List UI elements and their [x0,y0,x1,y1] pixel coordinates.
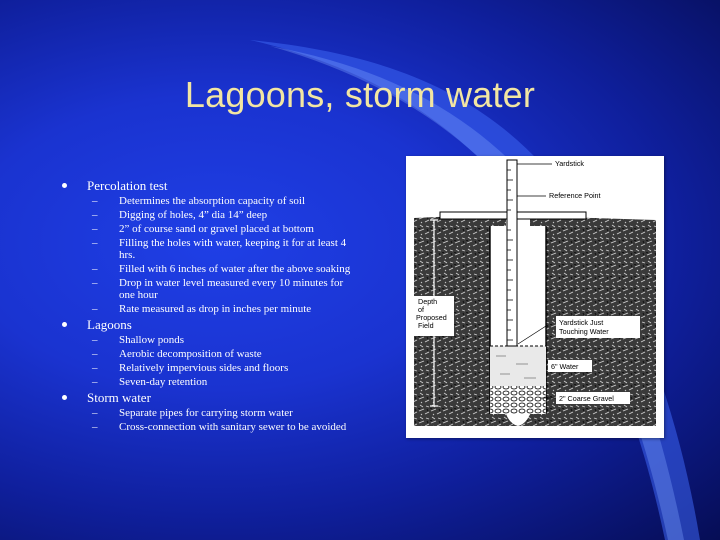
bullet-dot-icon [62,395,67,400]
list-item-text: 2” of course sand or gravel placed at bottom [119,223,314,235]
dash-icon: – [92,277,98,289]
list-item [92,421,360,433]
list-item [92,334,360,346]
label-yardstick: Yardstick [555,159,585,168]
list-item-text: Shallow ponds [119,334,185,346]
list-item-text: Drop in water level measured every 10 minutes for one hour [119,277,344,301]
dash-icon: – [92,362,98,374]
slide-title: Lagoons, storm water [184,74,536,115]
list-item-text: Cross-connection with sanitary sewer to be avoided [119,421,347,433]
list-item-text: Filled with 6 inches of water after the above soaking [119,263,351,275]
dash-icon: – [92,407,98,419]
list-item [92,407,360,419]
bullet-label: Lagoons [87,317,132,332]
list-item [92,223,360,235]
list-item [92,277,360,301]
list-item-text: Separate pipes for carrying storm water [119,407,293,419]
label-touching-2: Touching Water [559,327,609,336]
list-item [92,303,360,315]
dash-icon: – [92,237,98,249]
list-item [92,348,360,360]
list-item [92,362,360,374]
list-item-text: Determines the absorption capacity of soil [119,195,306,207]
label-touching-1: Yardstick Just [559,318,604,327]
dash-icon: – [92,303,98,315]
label-depth-3: Proposed [416,313,447,322]
bullet-label: Percolation test [87,178,168,193]
list-item [92,376,360,388]
bullet-dot-icon [62,322,67,327]
dash-icon: – [92,348,98,360]
sublist-percolation [60,195,360,315]
sublist-lagoons [60,334,360,388]
bullet-list [60,176,360,435]
percolation-test-diagram [406,156,664,438]
list-item-text: Rate measured as drop in inches per minute [119,303,312,315]
dash-icon: – [92,195,98,207]
list-item-text: Seven-day retention [119,376,208,388]
diagram-svg [406,156,664,438]
list-item-text: Filling the holes with water, keeping it for at least 4 hrs. [119,237,347,261]
list-item-text: Relatively impervious sides and floors [119,362,289,374]
label-depth-4: Field [418,321,434,330]
list-item [92,195,360,207]
bullet-label: Storm water [87,390,151,405]
label-depth-2: of [418,305,424,314]
list-item [92,237,360,261]
dash-icon: – [92,223,98,235]
list-item [92,209,360,221]
dash-icon: – [92,263,98,275]
gravel-layer [490,386,546,414]
bullet-lagoons [60,317,360,332]
list-item-text: Digging of holes, 4” dia 14” deep [119,209,268,221]
label-depth-1: Depth [418,297,438,306]
bullet-storm-water [60,390,360,405]
dash-icon: – [92,209,98,221]
label-reference-point: Reference Point [549,191,601,200]
label-gravel: 2" Coarse Gravel [559,394,614,403]
sublist-storm-water [60,407,360,433]
dash-icon: – [92,376,98,388]
dash-icon: – [92,421,98,433]
list-item-text: Aerobic decomposition of waste [119,348,262,360]
bullet-percolation-test [60,178,360,193]
label-water: 6" Water [551,362,579,371]
bullet-dot-icon [62,183,67,188]
yardstick [507,160,517,346]
water-layer [490,346,546,386]
list-item [92,263,360,275]
dash-icon: – [92,334,98,346]
